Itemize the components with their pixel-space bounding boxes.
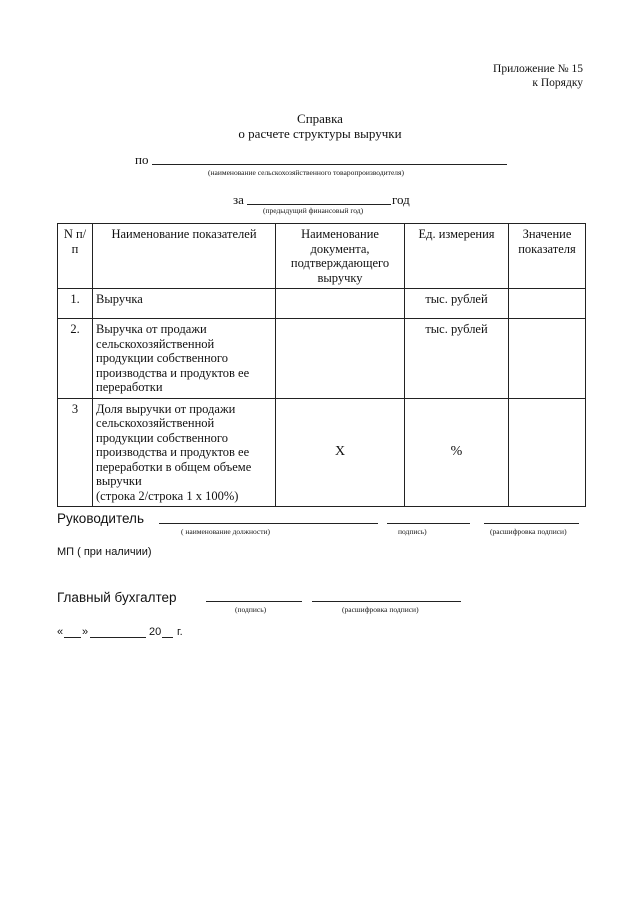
accountant-signature-field[interactable] [206,601,302,602]
table-row [58,319,586,399]
producer-hint: (наименование сельскохозяйственного товаропроизводителя) [208,168,404,177]
producer-label: по [135,152,149,167]
header-number: N п/п [58,224,93,289]
row-number: 1. [58,289,93,319]
director-signature-hint: подпись) [398,527,427,536]
row-number: 3 [58,398,93,507]
chief-accountant-label: Главный бухгалтер [57,590,177,605]
title-line-2: о расчете структуры выручки [238,126,402,141]
director-label: Руководитель [57,511,144,526]
director-position-hint: ( наименование должности) [181,527,271,536]
table-row [58,289,586,319]
period-field[interactable] [247,204,391,205]
document-title [0,111,640,141]
revenue-structure-table [57,223,586,507]
director-signature-field[interactable] [387,523,470,524]
row-indicator-text: Доля выручки от продажи сельскохозяйственной продукции собственного производства и продуктов ее переработки в общем объеме выручки [96,401,252,488]
row-unit: % [405,398,509,507]
row-indicator: Выручка от продажи сельскохозяйственной продукции собственного производства и продуктов ее переработки [93,319,276,399]
row-unit: тыс. рублей [405,319,509,399]
row-document-cell[interactable] [276,319,405,399]
date-year-field[interactable] [162,637,173,638]
date-day-field[interactable] [64,637,81,638]
period-suffix: год [392,192,410,207]
period-prefix: за [233,192,244,207]
date-month-field[interactable] [90,637,146,638]
row-value-cell[interactable] [509,319,586,399]
appendix-number: Приложение № 15 [493,63,583,75]
table-header-row [58,224,586,289]
header-unit: Ед. измерения [405,224,509,289]
director-decoding-field[interactable] [484,523,579,524]
stamp-label: МП ( при наличии) [57,546,152,558]
date-open-quote: « [57,626,64,638]
row-indicator [93,398,276,507]
row-indicator: Выручка [93,289,276,319]
accountant-decoding-hint: (расшифровка подписи) [342,605,419,614]
header-document-name: Наименование документа, подтверждающего выручку [276,224,405,289]
date-year-suffix: г. [177,626,183,638]
title-line-1: Справка [297,111,343,126]
director-decoding-hint: (расшифровка подписи) [490,527,567,536]
header-indicator-name: Наименование показателей [93,224,276,289]
header-value: Значение показателя [509,224,586,289]
row-document-cell: X [276,398,405,507]
period-hint: (предыдущий финансовый год) [263,206,364,215]
director-position-field[interactable] [159,523,378,524]
row-indicator-formula: (строка 2/строка 1 x 100%) [96,488,239,503]
accountant-signature-hint: (подпись) [235,605,267,614]
appendix-order: к Порядку [532,77,583,89]
date-close-quote: » [82,626,89,638]
row-value-cell[interactable] [509,398,586,507]
row-number: 2. [58,319,93,399]
appendix-reference [493,62,583,90]
table-row [58,398,586,507]
producer-field[interactable] [152,164,507,165]
row-document-cell[interactable] [276,289,405,319]
row-unit: тыс. рублей [405,289,509,319]
row-value-cell[interactable] [509,289,586,319]
date-year-prefix: 20 [149,626,162,638]
accountant-decoding-field[interactable] [312,601,461,602]
